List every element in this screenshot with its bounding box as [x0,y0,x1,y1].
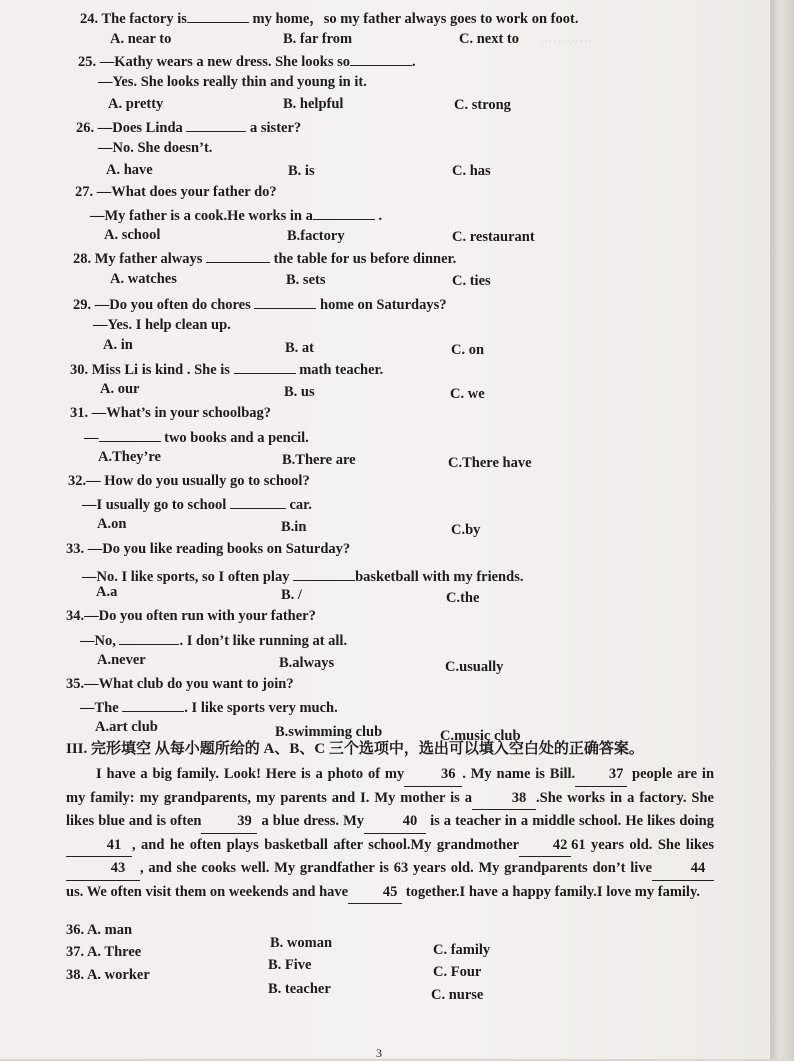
question-32: 32.— How do you usually go to school? [68,473,310,489]
cloze-38-option-c[interactable]: C. nurse [431,987,484,1003]
question-26: 26. —Does Linda a sister? [76,117,301,137]
option-b[interactable]: B. is [288,163,315,179]
cloze-38-option-b[interactable]: B. teacher [268,981,331,997]
option-a[interactable]: A.never [97,652,146,668]
blank-43[interactable]: 43 [66,857,140,881]
cloze-36-option-b[interactable]: B. woman [270,935,333,951]
option-c[interactable]: C.the [446,590,480,606]
blank-41[interactable]: 41 [66,834,132,858]
cloze-37-option-b[interactable]: B. Five [268,957,312,973]
option-a[interactable]: A. watches [110,271,177,287]
blank-45[interactable]: 45 [348,881,402,905]
question-30: 30. Miss Li is kind . She is math teacher. [70,359,383,379]
option-b[interactable]: B. far from [283,31,353,47]
option-b[interactable]: B. sets [286,272,326,288]
question-24: 24. The factory is my home，so my father always goes to work on foot. [80,8,578,28]
blank-37[interactable]: 37 [575,763,627,787]
option-a[interactable]: A.a [96,584,118,600]
question-33: 33. —Do you like reading books on Saturday? [66,541,351,557]
blank-38[interactable]: 38 [472,787,536,811]
question-25: 25. —Kathy wears a new dress. She looks so . [78,51,416,71]
option-b[interactable]: B. at [285,340,314,356]
cloze-passage: I have a big family. Look! Here is a photo of my 36 . My name is Bill. 37 people are in my family: my grandparents, my parents and I. My mother is a 38 .She works in a factory. She likes blue and is often 39 a blue dress. My 40 is a teacher in a middle school. He likes doing41 , and he often plays basketball after school.My grandmother 42 61 years old. She likes43 , and she cooks well. My grandfather is 63 years old. My grandparents don’t live 44us. We often visit them on weekends and have 45 together.I have a happy family.I love my family. [66,763,714,904]
option-c[interactable]: C. on [451,342,485,358]
blank-36[interactable]: 36 [404,763,462,787]
option-b[interactable]: B.in [281,519,307,535]
option-c[interactable]: C.music club [440,728,521,744]
question-29-answer-line: —Yes. I help clean up. [93,317,231,333]
option-b[interactable]: B. / [281,587,302,603]
blank-40[interactable]: 40 [364,810,426,834]
option-c[interactable]: C. strong [454,97,511,113]
blank-44[interactable]: 44 [652,857,714,881]
option-c[interactable]: C. ties [452,273,491,289]
option-b[interactable]: B.There are [282,452,356,468]
option-a[interactable]: A. pretty [108,96,164,112]
option-a[interactable]: A.They’re [98,449,161,465]
option-a[interactable]: A. our [100,381,140,397]
blank-42[interactable]: 42 [519,834,571,858]
section-3-heading: III. 完形填空 从每小题所给的 A、B、C 三个选项中，选出可以填入空白处的正确答案。 [66,741,644,757]
question-32-answer-line: —I usually go to school car. [82,494,312,514]
question-34: 34.—Do you often run with your father? [66,608,316,624]
question-28: 28. My father always the table for us before dinner. [73,248,456,268]
option-a[interactable]: A. school [104,227,161,243]
question-31-answer-line: — two books and a pencil. [84,427,309,447]
question-25-answer-line: —Yes. She looks really thin and young in it. [98,74,367,90]
option-a[interactable]: A. have [106,162,153,178]
option-a[interactable]: A.art club [95,719,158,735]
question-35-answer-line: —The . I like sports very much. [80,697,338,717]
question-34-answer-line: —No, . I don’t like running at all. [80,630,347,650]
option-b[interactable]: B.swimming club [275,724,383,740]
question-29: 29. —Do you often do chores home on Saturdays? [73,294,447,314]
cloze-36-option-a[interactable]: 36. A. man [66,922,133,938]
question-27-answer-line: —My father is a cook.He works in a . [90,205,382,225]
option-a[interactable]: A. near to [110,31,172,47]
blank-39[interactable]: 39 [201,810,257,834]
option-c[interactable]: C. has [452,163,491,179]
question-26-answer-line: —No. She doesn’t. [98,140,213,156]
question-35: 35.—What club do you want to join? [66,676,294,692]
question-27: 27. —What does your father do? [75,184,277,200]
question-33-answer-line: —No. I like sports, so I often play basketball with my friends. [82,566,523,586]
paper-edge-shadow [770,0,794,1059]
option-c[interactable]: C. next to [459,31,520,47]
option-c[interactable]: C.usually [445,659,504,675]
option-c[interactable]: C.There have [448,455,532,471]
cloze-36-option-c[interactable]: C. family [433,942,491,958]
option-c[interactable]: C. restaurant [452,229,535,245]
question-31: 31. —What’s in your schoolbag? [70,405,272,421]
option-c[interactable]: C. we [450,386,485,402]
option-c[interactable]: C.by [451,522,481,538]
cloze-38-option-a[interactable]: 38. A. worker [66,967,150,983]
bleed-through-text: ………… [540,30,592,45]
option-a[interactable]: A. in [103,337,133,353]
option-a[interactable]: A.on [97,516,127,532]
cloze-37-option-c[interactable]: C. Four [433,964,482,980]
option-b[interactable]: B. us [284,384,315,400]
option-b[interactable]: B. helpful [283,96,344,112]
cloze-37-option-a[interactable]: 37. A. Three [66,944,142,960]
page-number: 3 [376,1046,382,1060]
option-b[interactable]: B.factory [287,228,345,244]
option-b[interactable]: B.always [279,655,335,671]
